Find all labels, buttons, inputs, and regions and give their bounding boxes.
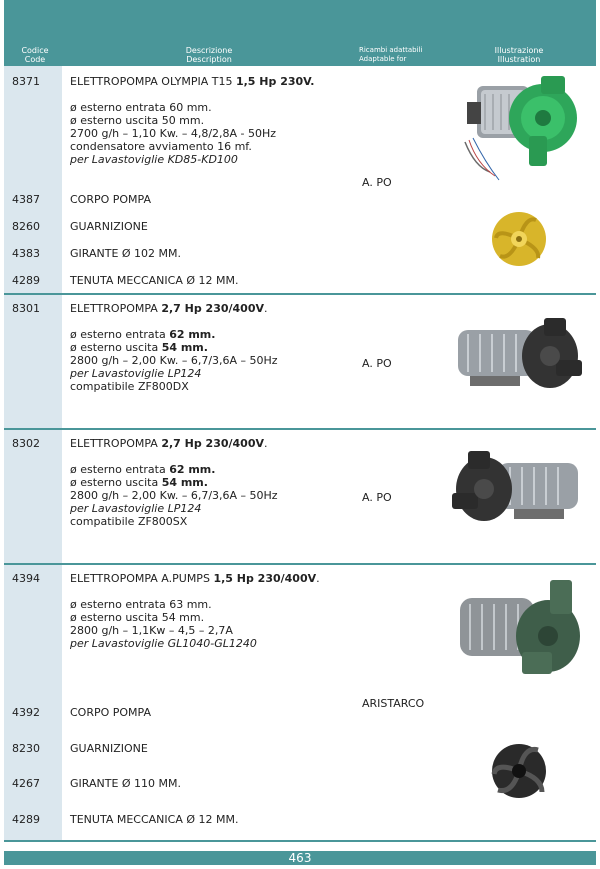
part-code: 4392	[12, 706, 40, 719]
spec-line: ø esterno entrata 62 mm.	[70, 463, 216, 476]
part-description: TENUTA MECCANICA Ø 12 MM.	[70, 813, 239, 826]
spec-line: 2700 g/h – 1,10 Kw. – 4,8/2,8A - 50Hz	[70, 127, 277, 140]
yellow-impeller-image	[488, 208, 550, 270]
header-code: Codice Code	[21, 46, 49, 64]
product-code: 8302	[12, 437, 40, 450]
spec-line: ø esterno entrata 60 mm.	[70, 101, 212, 114]
spec-line: ø esterno entrata 63 mm.	[70, 598, 212, 611]
table-header	[4, 0, 596, 66]
part-description: TENUTA MECCANICA Ø 12 MM.	[70, 274, 239, 287]
spec-line: ø esterno uscita 50 mm.	[70, 114, 205, 127]
part-code: 4267	[12, 777, 40, 790]
product-description	[70, 302, 278, 393]
section-divider	[4, 840, 596, 842]
part-code: 4289	[12, 274, 40, 287]
product-description	[70, 437, 278, 528]
part-code: 4383	[12, 247, 40, 260]
part-code: 4289	[12, 813, 40, 826]
spec-line: ø esterno uscita 54 mm.	[70, 611, 205, 624]
product-code: 4394	[12, 572, 40, 585]
compatible-model: compatibile ZF800DX	[70, 380, 189, 393]
part-description: GIRANTE Ø 110 MM.	[70, 777, 182, 790]
spec-line: 2800 g/h – 2,00 Kw. – 6,7/3,6A – 50Hz	[70, 489, 278, 502]
grey-pump-mirrored-image	[450, 445, 585, 530]
product-title: ELETTROPOMPA OLYMPIA T15 1,5 Hp 230V.	[70, 75, 315, 88]
header-illustration: Illustrazione Illustration	[494, 46, 544, 64]
adaptable-brand: A. PO	[362, 357, 392, 370]
product-description	[70, 572, 320, 650]
dark-green-pump-image	[452, 578, 587, 683]
section-divider	[4, 293, 596, 295]
header-description: Descrizione Description	[185, 46, 233, 64]
spec-line: condensatore avviamento 16 mf.	[70, 140, 252, 153]
product-code: 8371	[12, 75, 40, 88]
spec-line: 2800 g/h – 1,1Kw – 4,5 – 2,7A	[70, 624, 233, 637]
spec-line: ø esterno uscita 54 mm.	[70, 341, 208, 354]
page-number: 463	[288, 851, 312, 865]
part-description: GIRANTE Ø 102 MM.	[70, 247, 182, 260]
part-description: CORPO POMPA	[70, 193, 152, 206]
part-description: GUARNIZIONE	[70, 220, 148, 233]
compatibility-note: per Lavastoviglie GL1040-GL1240	[70, 637, 257, 650]
spec-line: ø esterno entrata 62 mm.	[70, 328, 216, 341]
compatibility-note: per Lavastoviglie LP124	[70, 367, 202, 380]
part-description: GUARNIZIONE	[70, 742, 148, 755]
spec-line: 2800 g/h – 2,00 Kw. – 6,7/3,6A – 50Hz	[70, 354, 278, 367]
section-divider	[4, 428, 596, 430]
part-code: 8230	[12, 742, 40, 755]
product-code: 8301	[12, 302, 40, 315]
product-title: ELETTROPOMPA A.PUMPS 1,5 Hp 230/400V.	[70, 572, 320, 585]
product-title: ELETTROPOMPA 2,7 Hp 230/400V.	[70, 302, 268, 315]
product-title: ELETTROPOMPA 2,7 Hp 230/400V.	[70, 437, 268, 450]
green-pump-image	[455, 72, 585, 187]
grey-pump-image	[450, 312, 585, 397]
adaptable-brand: ARISTARCO	[362, 697, 425, 710]
part-description: CORPO POMPA	[70, 706, 152, 719]
compatibility-note: per Lavastoviglie KD85-KD100	[70, 153, 238, 166]
adaptable-brand: A. PO	[362, 176, 392, 189]
section-divider	[4, 563, 596, 565]
compatibility-note: per Lavastoviglie LP124	[70, 502, 202, 515]
part-code: 4387	[12, 193, 40, 206]
page-number-bar	[4, 851, 596, 865]
code-column-bg	[4, 565, 62, 840]
compatible-model: compatibile ZF800SX	[70, 515, 188, 528]
header-adaptable: Ricambi adattabili Adaptable for	[359, 46, 423, 63]
part-code: 8260	[12, 220, 40, 233]
spec-line: ø esterno uscita 54 mm.	[70, 476, 208, 489]
product-description	[70, 75, 314, 166]
adaptable-brand: A. PO	[362, 491, 392, 504]
black-impeller-image	[488, 740, 550, 802]
